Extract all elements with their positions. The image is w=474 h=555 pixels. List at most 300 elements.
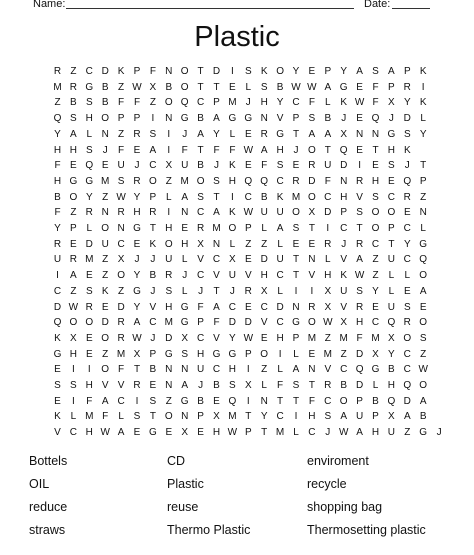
grid-letter: X	[388, 97, 395, 109]
grid-letter: M	[212, 223, 221, 234]
grid-letter: C	[196, 97, 205, 109]
grid-letter: S	[117, 175, 125, 187]
grid-letter: E	[133, 238, 141, 250]
grid-letter: P	[133, 66, 141, 77]
grid-letter: O	[308, 317, 316, 329]
grid-letter: R	[355, 301, 364, 313]
grid-letter: J	[214, 160, 219, 172]
grid-letter: W	[132, 81, 142, 93]
grid-letter: P	[388, 81, 395, 93]
grid-letter: X	[372, 348, 379, 360]
grid-letter: E	[419, 301, 427, 313]
grid-letter: G	[85, 81, 94, 93]
grid-letter: U	[117, 160, 125, 172]
grid-letter: R	[308, 301, 316, 313]
grid-letter: S	[149, 395, 157, 407]
grid-letter: I	[278, 348, 282, 360]
grid-letter: R	[292, 175, 300, 187]
grid-letter: P	[70, 223, 77, 234]
grid-letter: X	[197, 238, 204, 250]
grid-letter: M	[339, 332, 348, 344]
grid-letter: Q	[180, 97, 189, 109]
grid-letter: C	[340, 364, 348, 376]
grid-letter: T	[292, 128, 300, 140]
grid-letter: I	[167, 144, 171, 156]
grid-letter: Z	[404, 427, 411, 439]
grid-letter: B	[324, 113, 332, 125]
grid-letter: H	[228, 175, 236, 187]
grid-letter: M	[323, 348, 332, 360]
grid-letter: E	[372, 301, 379, 313]
grid-letter: Z	[261, 364, 268, 376]
grid-letter: W	[354, 97, 365, 109]
grid-letter: E	[260, 332, 268, 344]
word-list-item: recycle	[307, 477, 347, 491]
grid-letter: P	[340, 207, 348, 219]
grid-letter: R	[355, 175, 364, 187]
word-list-item: Thermosetting plastic	[307, 523, 426, 537]
grid-letter: H	[69, 348, 77, 360]
word-list-item: Plastic	[167, 477, 204, 491]
grid-letter: R	[403, 191, 411, 203]
grid-letter: T	[292, 270, 300, 282]
grid-letter: S	[181, 348, 189, 360]
grid-letter: O	[260, 348, 269, 360]
grid-letter: Y	[133, 301, 141, 313]
grid-letter: W	[291, 81, 301, 93]
grid-letter: C	[196, 270, 205, 282]
grid-letter: U	[181, 160, 189, 172]
grid-letter: L	[86, 223, 93, 234]
grid-letter: G	[180, 395, 189, 407]
grid-letter: X	[181, 332, 189, 344]
grid-letter: F	[356, 332, 363, 344]
grid-letter: R	[244, 285, 252, 297]
grid-letter: B	[388, 364, 395, 376]
grid-letter: F	[102, 411, 109, 423]
grid-letter: H	[371, 175, 380, 187]
grid-letter: E	[85, 270, 93, 282]
grid-letter: G	[133, 285, 141, 297]
grid-letter: T	[149, 223, 156, 234]
grid-letter: T	[213, 285, 220, 297]
grid-letter: C	[244, 191, 252, 203]
grid-letter: M	[116, 348, 126, 360]
word-list-item: straws	[29, 523, 66, 537]
grid-letter: G	[180, 301, 189, 313]
grid-letter: T	[372, 144, 379, 156]
grid-letter: Y	[229, 332, 236, 344]
grid-letter: E	[229, 81, 236, 93]
grid-letter: F	[277, 380, 284, 391]
grid-letter: N	[165, 380, 173, 391]
grid-letter: B	[101, 97, 109, 109]
grid-letter: J	[150, 332, 156, 344]
grid-letter: N	[308, 364, 316, 376]
grid-letter: S	[388, 160, 395, 172]
grid-letter: G	[228, 113, 237, 125]
grid-letter: Z	[102, 254, 109, 266]
grid-letter: K	[229, 207, 236, 219]
grid-letter: B	[197, 160, 204, 172]
grid-letter: M	[53, 81, 62, 93]
grid-letter: Z	[324, 332, 331, 344]
grid-letter: I	[231, 191, 234, 203]
grid-letter: J	[325, 427, 331, 439]
grid-letter: H	[53, 175, 62, 187]
grid-letter: V	[260, 317, 268, 329]
grid-letter: Z	[70, 66, 77, 77]
grid-letter: S	[165, 285, 173, 297]
grid-letter: W	[354, 270, 365, 282]
grid-letter: K	[419, 66, 427, 77]
grid-letter: H	[165, 223, 173, 234]
grid-letter: G	[180, 113, 189, 125]
grid-letter: A	[213, 207, 220, 219]
grid-letter: K	[260, 66, 268, 77]
grid-letter: O	[180, 66, 189, 77]
grid-letter: T	[245, 411, 252, 423]
grid-letter: W	[243, 332, 254, 344]
grid-letter: R	[324, 238, 332, 250]
grid-letter: F	[118, 97, 125, 109]
grid-letter: X	[229, 254, 236, 266]
grid-letter: B	[165, 81, 173, 93]
grid-letter: L	[325, 97, 331, 109]
grid-letter: D	[324, 207, 332, 219]
grid-letter: N	[165, 66, 173, 77]
grid-letter: O	[101, 223, 110, 234]
grid-letter: L	[277, 285, 283, 297]
grid-letter: V	[117, 380, 125, 391]
grid-letter: I	[246, 364, 250, 376]
grid-letter: P	[388, 223, 395, 234]
grid-letter: L	[118, 411, 124, 423]
name-label: Name:	[33, 0, 66, 10]
grid-letter: S	[244, 66, 252, 77]
grid-letter: F	[197, 301, 204, 313]
grid-letter: F	[213, 144, 220, 156]
grid-letter: C	[117, 395, 125, 407]
grid-letter: X	[181, 427, 189, 439]
grid-letter: Q	[371, 113, 380, 125]
grid-letter: W	[100, 427, 110, 439]
grid-letter: A	[292, 364, 300, 376]
grid-letter: N	[371, 128, 380, 140]
grid-letter: A	[149, 144, 157, 156]
grid-letter: H	[260, 97, 268, 109]
grid-letter: D	[53, 301, 62, 313]
grid-letter: V	[356, 191, 363, 203]
grid-letter: L	[420, 223, 426, 234]
grid-letter: L	[261, 380, 267, 391]
grid-letter: H	[371, 427, 380, 439]
grid-letter: W	[227, 427, 238, 439]
grid-letter: L	[86, 128, 93, 140]
grid-letter: O	[85, 317, 94, 329]
grid-letter: Y	[85, 191, 93, 203]
grid-letter: C	[117, 238, 125, 250]
grid-letter: S	[276, 160, 284, 172]
grid-letter: R	[324, 380, 332, 391]
grid-letter: S	[197, 191, 204, 203]
grid-letter: S	[324, 411, 332, 423]
grid-letter: E	[388, 175, 395, 187]
grid-letter: P	[292, 332, 300, 344]
grid-letter: P	[372, 411, 379, 423]
grid-letter: C	[292, 97, 300, 109]
grid-letter: O	[339, 395, 348, 407]
grid-letter: W	[323, 317, 333, 329]
grid-letter: I	[167, 207, 171, 219]
grid-letter: G	[387, 128, 396, 140]
grid-letter: N	[117, 223, 125, 234]
grid-letter: K	[54, 411, 61, 423]
grid-letter: Y	[213, 128, 220, 140]
grid-letter: C	[212, 364, 221, 376]
grid-letter: A	[356, 66, 363, 77]
grid-letter: M	[85, 411, 94, 423]
grid-letter: U	[355, 411, 364, 423]
grid-letter: N	[260, 395, 268, 407]
grid-letter: F	[54, 207, 61, 219]
grid-letter: Q	[387, 395, 396, 407]
grid-letter: A	[101, 395, 109, 407]
grid-letter: N	[165, 364, 173, 376]
grid-letter: H	[228, 364, 236, 376]
grid-letter: E	[197, 427, 204, 439]
grid-letter: L	[388, 270, 395, 282]
grid-letter: M	[307, 332, 317, 344]
grid-letter: R	[85, 207, 93, 219]
grid-letter: K	[340, 97, 348, 109]
grid-letter: F	[213, 317, 220, 329]
grid-letter: M	[101, 175, 110, 187]
grid-letter: M	[275, 427, 285, 439]
grid-letter: E	[356, 81, 363, 93]
grid-letter: X	[388, 411, 395, 423]
grid-letter: J	[182, 270, 188, 282]
grid-letter: Q	[85, 160, 94, 172]
grid-letter: C	[403, 364, 411, 376]
grid-letter: U	[53, 254, 62, 266]
grid-letter: U	[165, 254, 173, 266]
grid-letter: X	[149, 81, 157, 93]
grid-letter: G	[164, 348, 173, 360]
grid-letter: O	[101, 113, 110, 125]
grid-letter: I	[358, 160, 361, 172]
grid-letter: O	[371, 223, 380, 234]
grid-letter: V	[308, 270, 316, 282]
grid-letter: X	[133, 348, 141, 360]
grid-letter: G	[244, 113, 253, 125]
grid-letter: O	[101, 332, 110, 344]
grid-letter: F	[181, 144, 188, 156]
grid-letter: K	[101, 285, 109, 297]
grid-letter: S	[85, 144, 93, 156]
grid-letter: Y	[419, 128, 427, 140]
grid-letter: C	[371, 238, 380, 250]
grid-letter: Y	[260, 411, 268, 423]
grid-letter: S	[292, 223, 300, 234]
grid-letter: S	[149, 128, 157, 140]
grid-letter: T	[213, 191, 220, 203]
grid-letter: R	[133, 175, 141, 187]
grid-letter: L	[245, 81, 252, 93]
grid-letter: L	[293, 427, 299, 439]
grid-letter: O	[419, 317, 428, 329]
grid-letter: P	[419, 175, 427, 187]
grid-letter: H	[85, 380, 93, 391]
grid-letter: Z	[118, 81, 125, 93]
grid-letter: D	[165, 332, 173, 344]
grid-letter: P	[117, 113, 125, 125]
grid-letter: R	[149, 207, 157, 219]
grid-letter: N	[308, 254, 316, 266]
grid-letter: X	[340, 128, 348, 140]
grid-letter: K	[419, 97, 427, 109]
grid-letter: N	[181, 207, 189, 219]
grid-letter: G	[371, 364, 380, 376]
grid-letter: U	[260, 207, 268, 219]
grid-letter: S	[403, 301, 411, 313]
grid-letter: E	[244, 128, 252, 140]
grid-letter: T	[197, 144, 204, 156]
grid-letter: E	[54, 395, 61, 407]
word-list-item: reduce	[29, 500, 68, 514]
grid-letter: P	[149, 191, 157, 203]
grid-letter: Z	[165, 175, 172, 187]
grid-letter: W	[243, 207, 254, 219]
grid-letter: O	[387, 207, 396, 219]
grid-letter: F	[86, 395, 93, 407]
grid-letter: Q	[53, 113, 62, 125]
grid-letter: M	[180, 175, 189, 187]
grid-letter: L	[325, 254, 331, 266]
grid-letter: O	[164, 97, 173, 109]
grid-letter: E	[181, 223, 189, 234]
grid-letter: C	[149, 317, 157, 329]
grid-letter: N	[181, 364, 189, 376]
grid-letter: E	[133, 144, 141, 156]
grid-letter: O	[164, 238, 173, 250]
word-list-item: reuse	[167, 500, 199, 514]
grid-letter: F	[261, 160, 268, 172]
grid-letter: D	[101, 317, 109, 329]
grid-letter: W	[307, 81, 317, 93]
grid-letter: M	[291, 191, 301, 203]
grid-letter: F	[118, 144, 125, 156]
grid-letter: N	[165, 113, 173, 125]
grid-letter: O	[196, 175, 205, 187]
grid-letter: T	[197, 66, 204, 77]
grid-letter: N	[101, 207, 109, 219]
grid-letter: Q	[387, 317, 396, 329]
grid-letter: E	[356, 144, 363, 156]
grid-letter: Y	[133, 191, 141, 203]
grid-letter: D	[355, 380, 364, 391]
grid-letter: I	[326, 223, 330, 234]
grid-letter: I	[294, 411, 298, 423]
grid-letter: T	[277, 395, 284, 407]
grid-letter: T	[149, 411, 156, 423]
grid-letter: T	[133, 364, 141, 376]
grid-letter: G	[419, 427, 428, 439]
grid-letter: A	[388, 66, 395, 77]
grid-letter: T	[197, 81, 204, 93]
grid-letter: N	[355, 128, 364, 140]
grid-letter: J	[134, 160, 140, 172]
grid-letter: E	[54, 364, 61, 376]
grid-letter: D	[85, 238, 93, 250]
grid-letter: U	[387, 254, 395, 266]
grid-letter: S	[85, 285, 93, 297]
grid-letter: A	[419, 395, 427, 407]
grid-letter: R	[85, 301, 93, 313]
grid-letter: B	[101, 81, 109, 93]
grid-letter: Z	[245, 238, 252, 250]
date-label: Date:	[364, 0, 391, 10]
grid-letter: K	[229, 160, 236, 172]
grid-letter: C	[387, 191, 395, 203]
grid-letter: H	[260, 270, 268, 282]
grid-letter: S	[54, 380, 61, 391]
grid-letter: L	[404, 270, 411, 282]
grid-letter: J	[436, 427, 442, 439]
grid-letter: L	[70, 411, 77, 423]
grid-letter: C	[403, 254, 411, 266]
grid-letter: N	[419, 207, 427, 219]
grid-letter: E	[133, 427, 141, 439]
grid-letter: Q	[403, 175, 412, 187]
grid-letter: C	[212, 254, 221, 266]
grid-letter: Z	[102, 191, 109, 203]
grid-letter: E	[356, 113, 363, 125]
grid-letter: L	[420, 113, 426, 125]
grid-letter: Q	[355, 364, 364, 376]
word-list-item: enviroment	[307, 454, 369, 468]
grid-letter: T	[308, 223, 315, 234]
grid-letter: C	[196, 207, 205, 219]
grid-letter: N	[212, 238, 221, 250]
grid-letter: G	[85, 175, 94, 187]
grid-letter: Q	[403, 380, 412, 391]
grid-letter: L	[261, 223, 267, 234]
grid-letter: T	[324, 144, 331, 156]
grid-letter: J	[229, 285, 235, 297]
grid-letter: J	[341, 113, 347, 125]
grid-letter: S	[260, 81, 268, 93]
grid-letter: W	[68, 301, 79, 313]
grid-letter: L	[181, 254, 188, 266]
grid-letter: V	[149, 301, 157, 313]
grid-letter: Z	[149, 97, 156, 109]
grid-letter: S	[372, 66, 379, 77]
word-list-item: OIL	[29, 477, 50, 491]
grid-letter: Z	[102, 270, 109, 282]
grid-letter: O	[69, 317, 78, 329]
grid-letter: S	[213, 175, 220, 187]
grid-letter: D	[260, 254, 268, 266]
grid-letter: A	[213, 301, 220, 313]
grid-letter: I	[135, 395, 139, 407]
grid-letter: A	[403, 411, 411, 423]
grid-letter: D	[403, 113, 411, 125]
grid-letter: M	[371, 332, 380, 344]
grid-letter: A	[181, 191, 189, 203]
grid-letter: O	[117, 270, 125, 282]
grid-letter: E	[149, 380, 157, 391]
